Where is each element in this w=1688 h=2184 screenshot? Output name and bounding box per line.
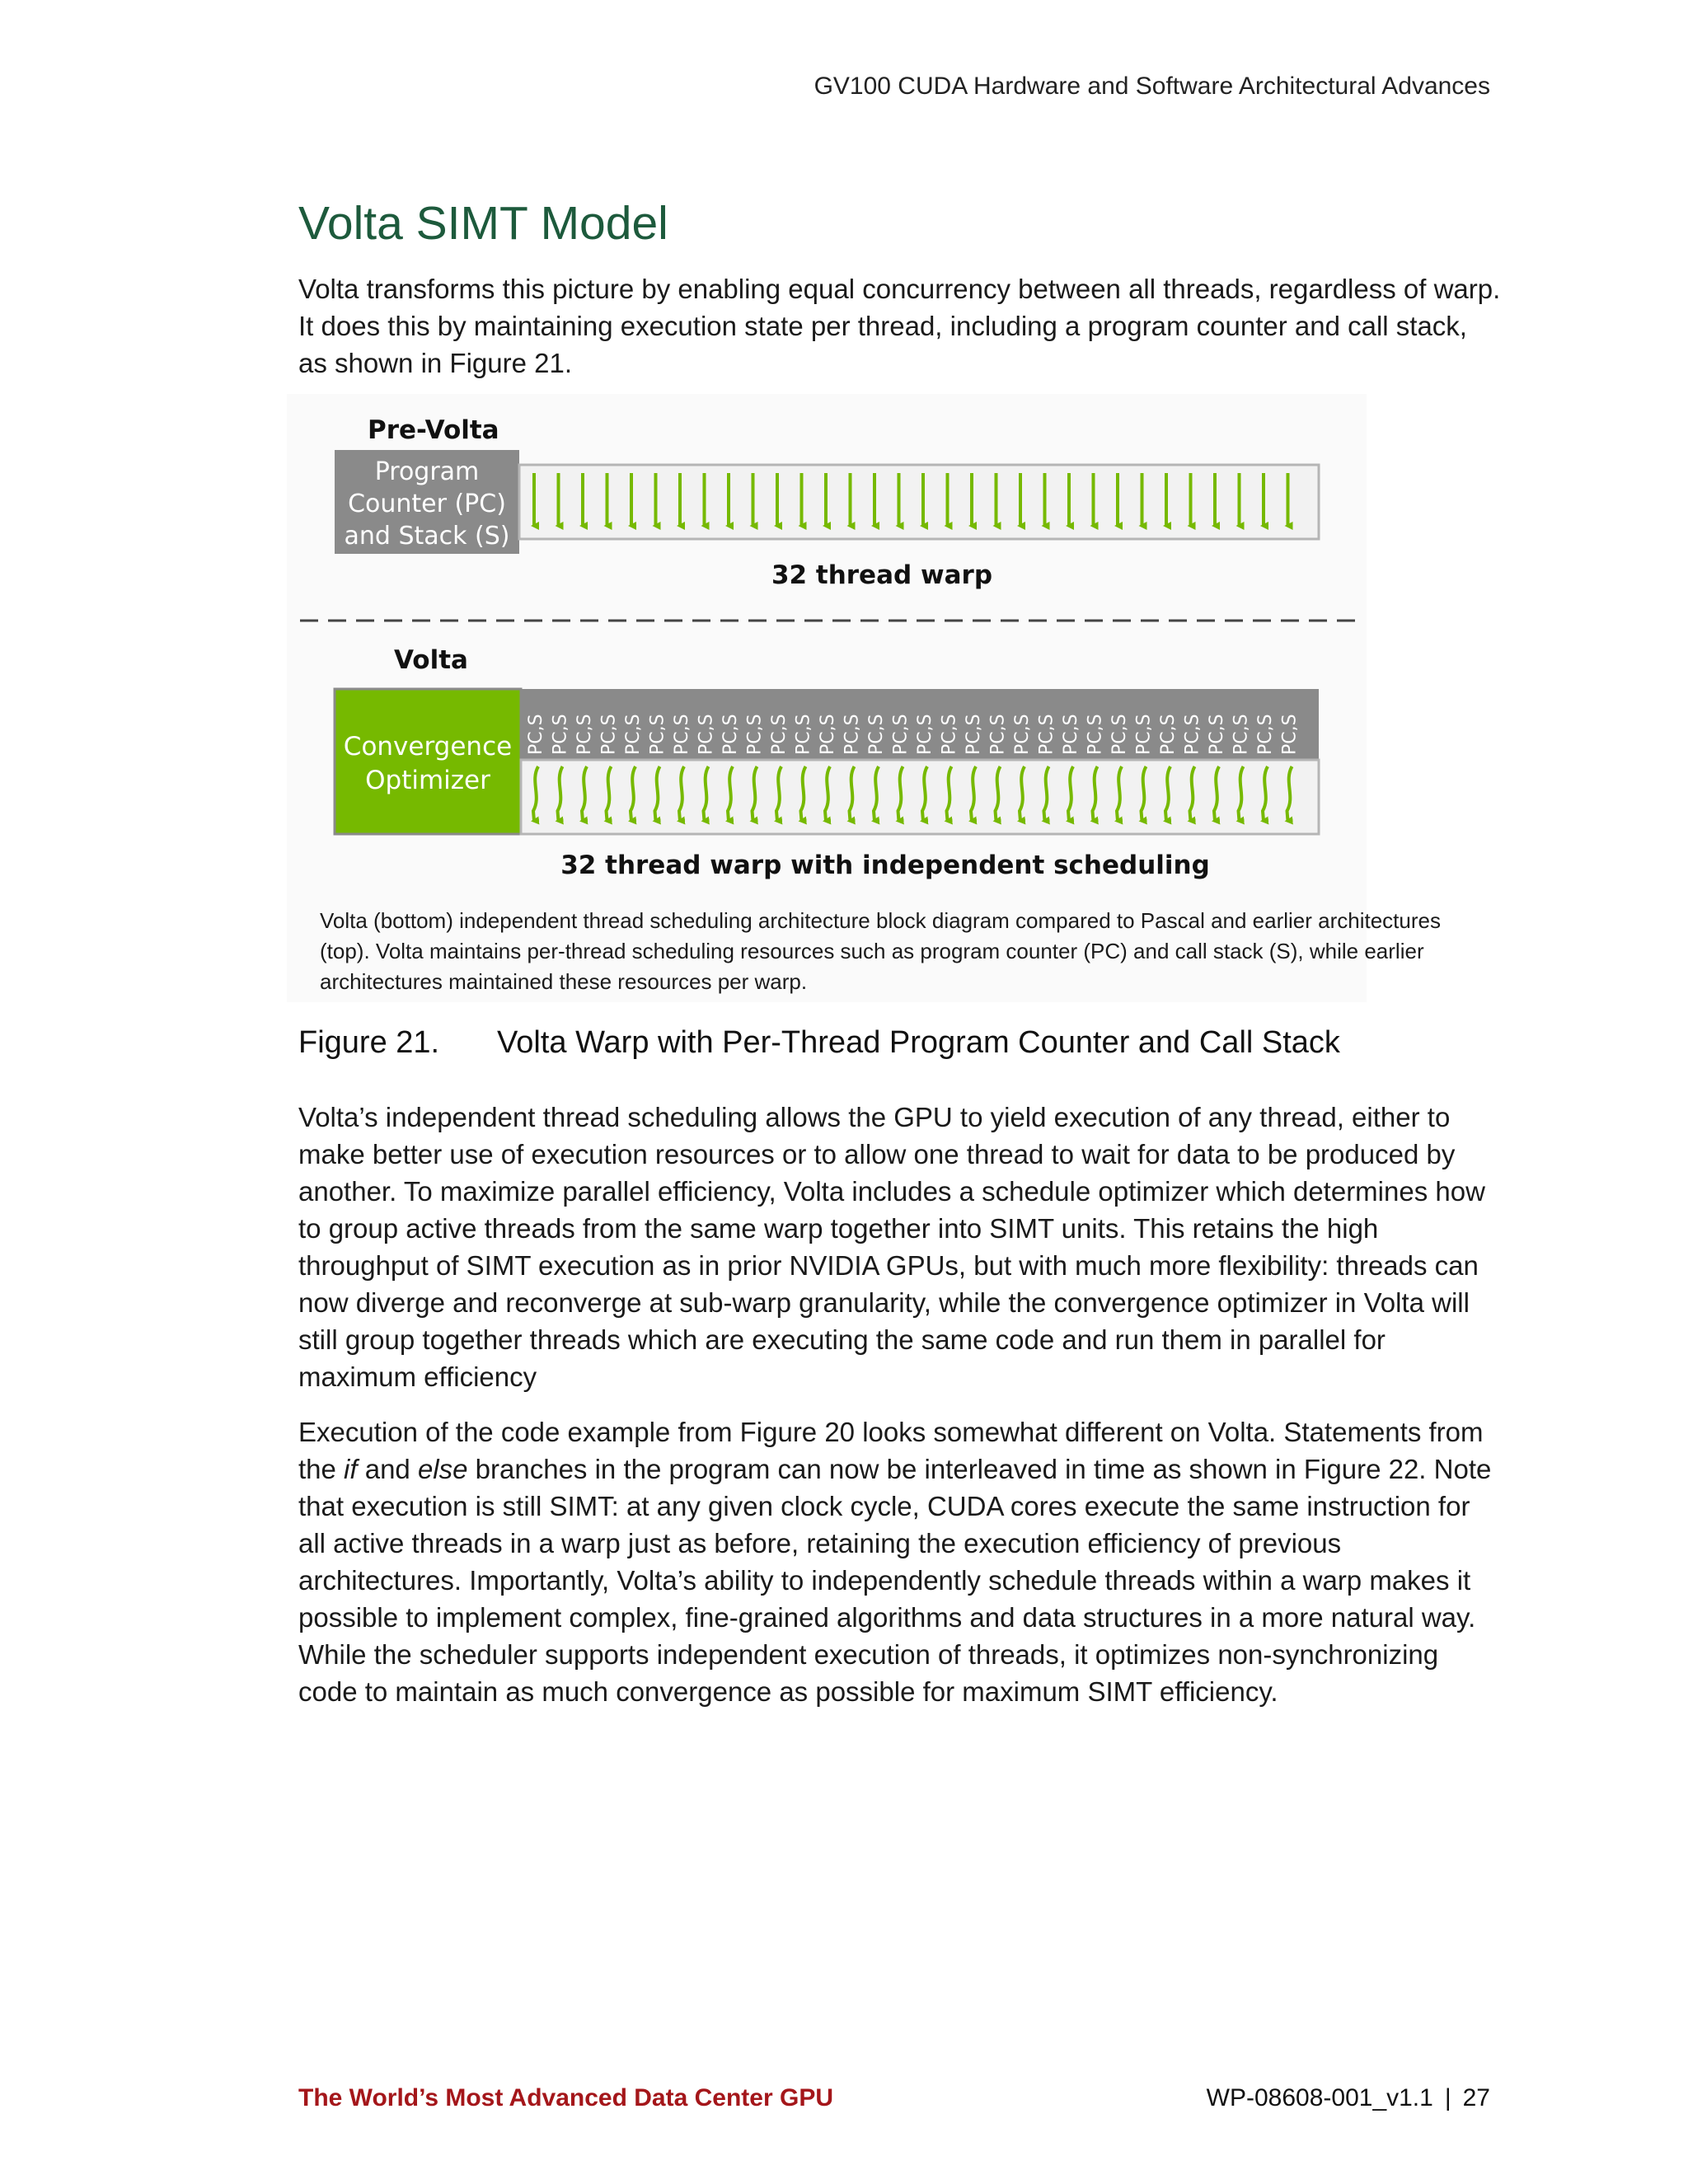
pcs-thread-label: PC,S (1012, 714, 1033, 755)
doc-id: WP-08608-001_v1.1 (1206, 2084, 1433, 2111)
optimizer-line-2: Optimizer (365, 766, 490, 795)
pre-volta-caption: 32 thread warp (771, 560, 993, 590)
figure-caption (298, 1025, 1340, 1061)
if-keyword: if (344, 1454, 358, 1484)
pcs-thread-label: PC,S (696, 714, 717, 755)
pcs-thread-label: PC,S (1279, 714, 1301, 755)
optimizer-line-1: Convergence (343, 732, 513, 762)
body2-part2: and (357, 1454, 418, 1484)
footer-doc-info (1207, 2084, 1490, 2112)
pre-volta-warp-box (519, 465, 1319, 539)
running-header: GV100 CUDA Hardware and Software Architectural Advances (814, 73, 1490, 100)
pcs-thread-label: PC,S (890, 714, 912, 755)
volta-caption: 32 thread warp with independent scheduling (560, 851, 1210, 880)
section-title: Volta SIMT Model (298, 197, 668, 250)
pcs-thread-label: PC,S (550, 714, 571, 755)
pcs-thread-label: PC,S (744, 714, 766, 755)
pcs-thread-label: PC,S (915, 714, 935, 755)
pcs-thread-label: PC,S (1061, 714, 1081, 755)
pcs-thread-label: PC,S (793, 714, 814, 755)
volta-warp-box (521, 760, 1319, 834)
body2-part3: branches in the program can now be interleaved in time as shown in Figure 22. Note that execution is still SIMT: at any given clock cycle, CUDA cores execute the same instruction for all active threads in a warp just as before, retaining the execution efficiency of previous architectures. Importantly, Volta’s ability to independently schedule threads within a warp makes it possible to implement complex, fine-grained algorithms and data structures in a more natural way. While the scheduler supports independent execution of threads, it optimizes non-synchronizing code to maintain as much convergence as possible for maximum SIMT efficiency. (298, 1454, 1492, 1707)
pcs-thread-label: PC,S (1085, 714, 1106, 755)
pre-volta-label: Pre-Volta (368, 415, 499, 445)
pcs-thread-label: PC,S (1207, 714, 1227, 755)
pcs-thread-label: PC,S (987, 714, 1009, 755)
pcs-thread-label: PC,S (964, 714, 984, 755)
pcs-thread-label: PC,S (526, 714, 546, 755)
pcs-thread-label: PC,S (672, 714, 692, 755)
pc-box-line-1: Program (374, 457, 480, 486)
pcs-thread-label: PC,S (1109, 714, 1130, 755)
body2-part1: Execution of the code example from Figure 20 looks somewhat different on Volta. Statements from the (298, 1417, 1484, 1484)
body-paragraph-1: Volta’s independent thread scheduling allows the GPU to yield execution of any thread, either to make better use of execution resources or to allow one thread to wait for data to be produced by another. To maximize parallel efficiency, Volta includes a schedule optimizer which determines how to group active threads from the same warp together into SIMT units. This retains the high throughput of SIMT execution as in prior NVIDIA GPUs, but with much more flexibility: threads can now diverge and reconverge at sub-warp granularity, while the convergence optimizer in Volta will still group together threads which are executing the same code and run them in parallel for maximum efficiency (298, 1102, 1485, 1392)
pcs-thread-label: PC,S (769, 714, 790, 755)
pcs-thread-label: PC,S (720, 714, 741, 755)
pc-box-line-2: Counter (PC) (348, 490, 506, 518)
figure-number: Figure 21. (298, 1025, 440, 1060)
pcs-thread-label: PC,S (1255, 714, 1276, 755)
convergence-optimizer-box (335, 689, 521, 834)
footer-tagline: The World’s Most Advanced Data Center GPU (298, 2084, 833, 2111)
pcs-thread-label: PC,S (647, 714, 668, 755)
pcs-thread-label: PC,S (1182, 714, 1203, 755)
figure-title: Volta Warp with Per-Thread Program Counter and Call Stack (497, 1025, 1340, 1060)
pcs-thread-label: PC,S (574, 714, 595, 755)
pcs-thread-label: PC,S (623, 714, 644, 755)
page-number: 27 (1462, 2084, 1490, 2111)
pcs-thread-label: PC,S (818, 714, 838, 755)
pcs-thread-label: PC,S (842, 714, 863, 755)
volta-label: Volta (394, 645, 468, 675)
pcs-thread-label: PC,S (1133, 714, 1155, 755)
else-keyword: else (417, 1454, 468, 1484)
pcs-thread-label: PC,S (939, 714, 960, 755)
intro-paragraph: Volta transforms this picture by enabling equal concurrency between all threads, regardless of warp. It does this by maintaining execution state per thread, including a program counter and call stack, as shown in Figure 21. (298, 274, 1501, 378)
body-paragraph-2 (298, 1413, 1502, 1710)
pcs-thread-label: PC,S (866, 714, 887, 755)
pcs-thread-label: PC,S (598, 714, 620, 755)
pc-box-line-3: and Stack (S) (344, 522, 510, 551)
pcs-thread-label: PC,S (1036, 714, 1057, 755)
figure-note: Volta (bottom) independent thread scheduling architecture block diagram compared to Pascal and earlier architectures (top). Volta maintains per-thread scheduling resources such as program counter (PC) and call stack (S), while earlier architectures maintained these resources per warp. (320, 908, 1441, 994)
pcs-thread-label: PC,S (1231, 714, 1252, 755)
pcs-thread-label: PC,S (1158, 714, 1179, 755)
footer-separator: | (1444, 2084, 1451, 2111)
